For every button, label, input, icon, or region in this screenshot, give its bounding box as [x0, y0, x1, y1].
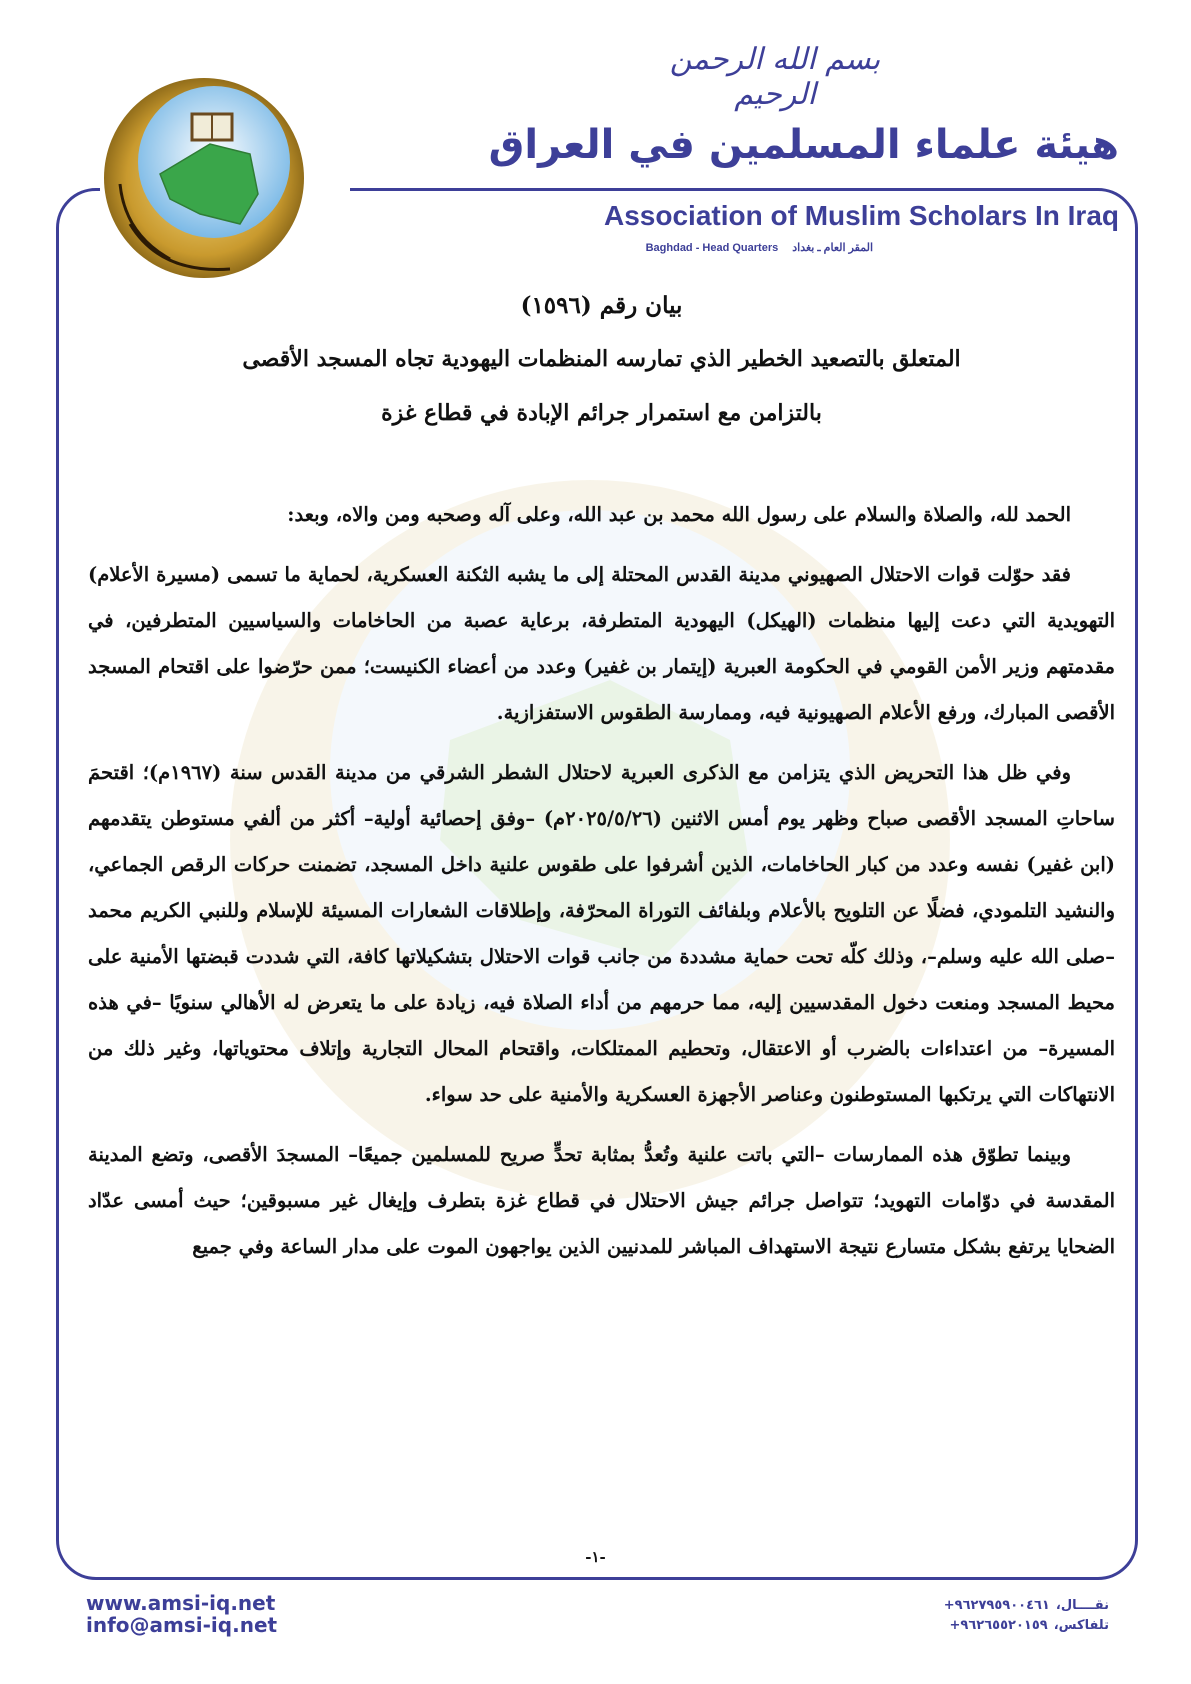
statement-subtitle-line2: بالتزامن مع استمرار جرائم الإبادة في قطاع غزة — [381, 400, 822, 426]
statement-title: بيان رقم (١٥٩٦) — [520, 292, 683, 319]
paragraph: فقد حوّلت قوات الاحتلال الصهيوني مدينة القدس المحتلة إلى ما يشبه الثكنة العسكرية، لحماية ما تسمى (مسيرة الأعلام) التهويدية التي دعت إليها منظمات (الهيكل) اليهودية المتطرفة، برعاية عصبة من الحاخامات والسياسيين المتطرفين، في مقدمتهم وزير الأمن القومي في الحكومة العبرية (إيتمار بن غفير) وعدد من أعضاء الكنيست؛ ممن حرّضوا على اقتحام المسجد الأقصى المبارك، ورفع الأعلام الصهيونية فيه، وممارسة الطقوس الاستفزازية. — [88, 563, 1115, 724]
basmala: بسم الله الرحمن الرحيم — [669, 42, 881, 112]
paragraph-opening: الحمد لله، والصلاة والسلام على رسول الله محمد بن عبد الله، وعلى آله وصحبه ومن والاه، وبعد: — [287, 503, 1071, 526]
headquarters-line — [646, 241, 873, 254]
footer-contact-web — [86, 1592, 277, 1636]
mobile-label: نقــــال، — [1055, 1598, 1109, 1613]
fax-number: +٩٦٢٦٥٥٢٠١٥٩ — [949, 1618, 1048, 1633]
paragraph: وبينما تطوّق هذه الممارسات –التي باتت علنية وتُعدُّ بمثابة تحدٍّ صريح للمسلمين جميعًا– المسجدَ الأقصى، وتضع المدينة المقدسة في دوّامات التهويد؛ تتواصل جرائم جيش الاحتلال في قطاع غزة بتطرف وإيغال غير مسبوقين؛ حيث أمسى عدّاد الضحايا يرتفع بشكل متسارع نتيجة الاستهداف المباشر للمدنيين الذين يواجهون الموت على مدار الساعة وفي جميع — [88, 1143, 1115, 1258]
mobile-row — [944, 1596, 1109, 1616]
hq-english: Baghdad - Head Quarters — [645, 241, 779, 254]
paragraph: وفي ظل هذا التحريض الذي يتزامن مع الذكرى العبرية لاحتلال الشطر الشرقي من مدينة القدس سنة (١٩٦٧م)؛ اقتحمَ ساحاتِ المسجد الأقصى صباح وظهر يوم أمس الاثنين (٢٠٢٥/٥/٢٦م) –وفق إحصائية أولية– أكثر من ألفي مستوطن يتقدمهم (ابن غفير) نفسه وعدد من كبار الحاخامات، الذين أشرفوا على طقوس علنية داخل المسجد، تضمنت حركات الرقص الجماعي، والنشيد التلمودي، فضلًا عن التلويح بالأعلام وبلفائف التوراة المحرّفة، وإطلاقات الشعارات المسيئة للإسلام وللنبي الكريم محمد –صلى الله عليه وسلم–، وذلك كلّه تحت حماية مشددة من جانب قوات الاحتلال بتشكيلاتها كافة، التي شددت قبضتها الأمنية على محيط المسجد ومنعت دخول المقدسيين إليه، مما حرمهم من أداء الصلاة فيه، زيادة على ما يتعرض له الأهالي سنويًا –في هذه المسيرة– من اعتداءات بالضرب أو الاعتقال، وتحطيم الممتلكات، واقتحام المحال التجارية وإتلاف محتوياتها، وغير ذلك من الانتهاكات التي يرتكبها المستوطنون وعناصر الأجهزة العسكرية والأمنية على حد سواء. — [88, 761, 1115, 1106]
org-name-english: Association of Muslim Scholars In Iraq — [604, 200, 1119, 231]
statement-subtitle-line1: المتعلق بالتصعيد الخطير الذي تمارسه المنظمات اليهودية تجاه المسجد الأقصى — [242, 346, 961, 372]
hq-arabic: المقر العام ـ بغداد — [792, 242, 873, 254]
fax-label: تلفاكس، — [1053, 1618, 1109, 1633]
statement-body — [88, 280, 1115, 1284]
mobile-number: +٩٦٢٧٩٥٩٠٠٤٦١ — [943, 1598, 1050, 1613]
organization-logo — [100, 74, 308, 282]
email-link[interactable]: info@amsi-iq.net — [86, 1613, 278, 1637]
fax-row — [944, 1616, 1109, 1636]
footer-contact-phone — [944, 1596, 1109, 1636]
page-number: -١- — [585, 1548, 606, 1566]
org-name-arabic: هيئة علماء المسلمين في العراق — [488, 122, 1119, 168]
website-link[interactable]: www.amsi-iq.net — [86, 1591, 276, 1615]
